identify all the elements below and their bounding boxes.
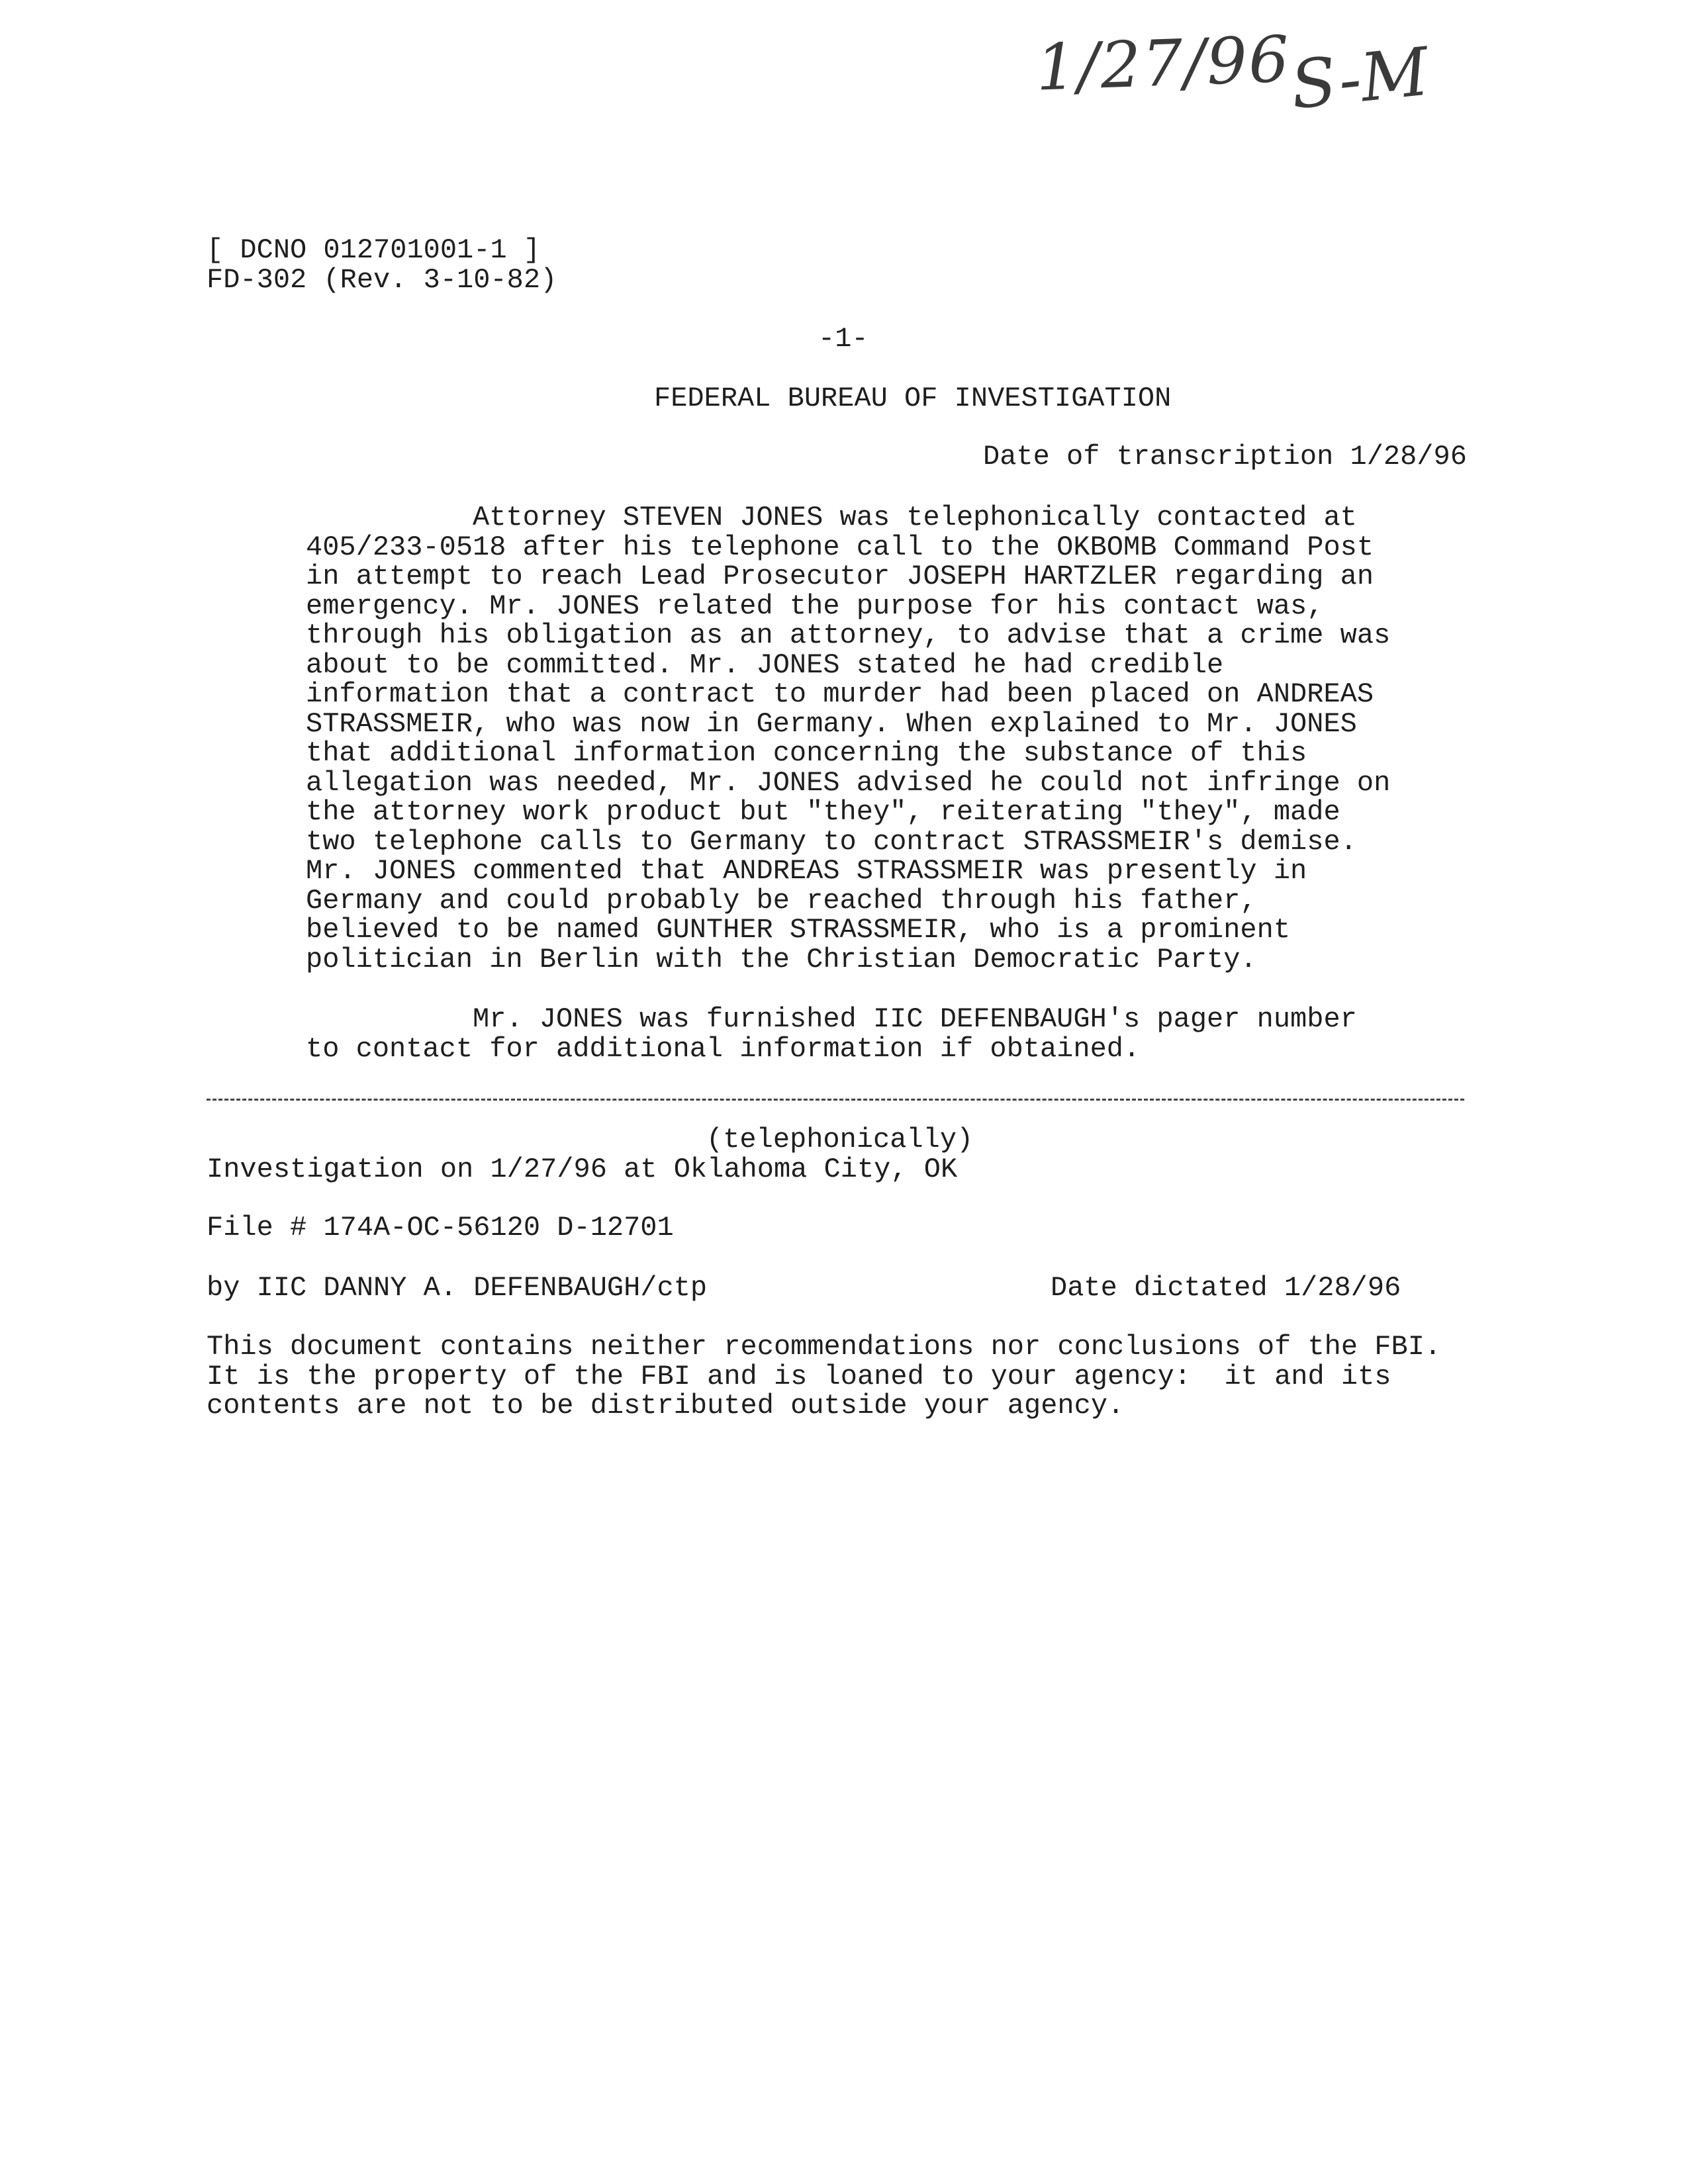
handwritten-date: 1/27/96: [1035, 22, 1291, 105]
agency-title: FEDERAL BUREAU OF INVESTIGATION: [654, 383, 1172, 414]
body-paragraph-2: Mr. JONES was furnished IIC DEFENBAUGH's pager number to contact for additional information if obtained.: [306, 1003, 1357, 1065]
date-dictated: Date dictated 1/28/96: [1051, 1272, 1401, 1304]
form-number: FD-302 (Rev. 3-10-82): [207, 263, 557, 296]
body-paragraph-1: Attorney STEVEN JONES was telephonically contacted at 405/233-0518 after his telephone call to the OKBOMB Command Post in attempt to reach Lead Prosecutor JOSEPH HARTZLER regarding an emergency. Mr. JONES related the purpose for his contact was, through his obligation as an attorney, to advise that a crime was about to be committed. Mr. JONES stated he had credible information that a contract to murder had been placed on ANDREAS STRASSMEIR, who was now in Germany. When explained to Mr. JONES that additional information concerning the substance of this allegation was needed, Mr. JONES advised he could not infringe on the attorney work product but "they", reiterating "they", made two telephone calls to Germany to contract STRASSMEIR's demise. Mr. JONES commented that ANDREAS STRASSMEIR was presently in Germany and could probably be reached through his father, believed to be named GUNTHER STRASSMEIR, who is a prominent politician in Berlin with the Christian Democratic Party.: [306, 502, 1391, 976]
page-number: -1-: [818, 323, 868, 355]
form-header: [207, 236, 557, 295]
dcno-number: [ DCNO 012701001-1 ]: [207, 234, 541, 266]
file-number: File # 174A-OC-56120 D-12701: [207, 1212, 674, 1244]
disclaimer-text: This document contains neither recommendations nor conclusions of the FBI. It is the property of the FBI and is loaned to your agency: it and its contents are not to be distributed outside your agency.: [207, 1331, 1442, 1422]
handwritten-code: S-M: [1287, 32, 1432, 124]
transcription-date: Date of transcription 1/28/96: [983, 441, 1467, 473]
author-line: by IIC DANNY A. DEFENBAUGH/ctp: [207, 1272, 708, 1304]
investigation-method: (telephonically): [706, 1124, 974, 1156]
dashed-divider: [207, 1099, 1464, 1101]
investigation-line: Investigation on 1/27/96 at Oklahoma City, OK: [207, 1154, 958, 1185]
